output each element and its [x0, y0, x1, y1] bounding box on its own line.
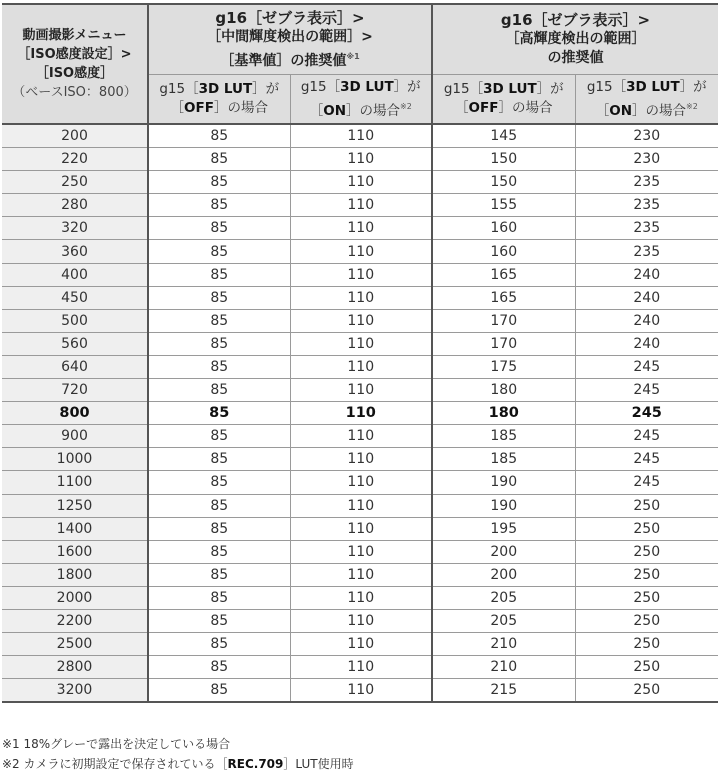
header-midtone-line1: g16［ゼブラ表示］> [215, 8, 365, 27]
header-iso-line4: （ベースISO：800） [12, 85, 137, 100]
header-sub-col-1: g15［3D LUT］が ［OFF］の場合 [148, 75, 290, 125]
zebra-value-cell: 245 [575, 402, 718, 425]
zebra-value-cell: 195 [432, 517, 575, 540]
header-sub-col-3: g15［3D LUT］が ［OFF］の場合 [432, 75, 575, 125]
zebra-value-cell: 215 [432, 679, 575, 703]
footnote-ref-2: ※2 [686, 101, 698, 111]
iso-value-cell: 1600 [2, 540, 148, 563]
header-group-highlight [432, 4, 718, 75]
zebra-value-cell: 110 [290, 309, 432, 332]
zebra-value-cell: 235 [575, 171, 718, 194]
zebra-value-cell: 235 [575, 240, 718, 263]
zebra-value-cell: 250 [575, 517, 718, 540]
zebra-value-cell: 85 [148, 124, 290, 148]
zebra-value-cell: 160 [432, 240, 575, 263]
footnote-ref-1: ※1 [346, 51, 360, 61]
footnote-1: ※1 18%グレーで露出を決定している場合 [2, 737, 231, 751]
iso-value-cell: 1800 [2, 563, 148, 586]
zebra-value-cell: 230 [575, 124, 718, 148]
zebra-value-cell: 190 [432, 471, 575, 494]
table-row [2, 286, 718, 309]
zebra-value-cell: 110 [290, 402, 432, 425]
zebra-value-cell: 245 [575, 425, 718, 448]
zebra-value-cell: 85 [148, 563, 290, 586]
header-highlight-line2: ［高輝度検出の範囲］ [505, 31, 646, 47]
table-row [2, 586, 718, 609]
iso-value-cell: 1400 [2, 517, 148, 540]
zebra-value-cell: 110 [290, 379, 432, 402]
zebra-value-cell: 110 [290, 286, 432, 309]
table-row [2, 263, 718, 286]
zebra-value-cell: 110 [290, 263, 432, 286]
iso-value-cell: 220 [2, 148, 148, 171]
zebra-value-cell: 85 [148, 679, 290, 703]
zebra-value-cell: 250 [575, 540, 718, 563]
iso-value-cell: 280 [2, 194, 148, 217]
zebra-value-cell: 85 [148, 355, 290, 378]
iso-zebra-table [2, 3, 718, 703]
zebra-value-cell: 235 [575, 194, 718, 217]
table-row [2, 402, 718, 425]
zebra-value-cell: 85 [148, 194, 290, 217]
iso-value-cell: 640 [2, 355, 148, 378]
table-row [2, 656, 718, 679]
zebra-value-cell: 85 [148, 609, 290, 632]
header-sub-col-4: g15［3D LUT］が ［ON］の場合$^{※2}$ [575, 75, 718, 125]
zebra-value-cell: 200 [432, 540, 575, 563]
zebra-value-cell: 85 [148, 332, 290, 355]
table-row [2, 171, 718, 194]
zebra-value-cell: 110 [290, 656, 432, 679]
table-row [2, 148, 718, 171]
table-row [2, 240, 718, 263]
iso-value-cell: 3200 [2, 679, 148, 703]
iso-value-cell: 720 [2, 379, 148, 402]
zebra-value-cell: 110 [290, 425, 432, 448]
table-row [2, 355, 718, 378]
zebra-value-cell: 110 [290, 609, 432, 632]
zebra-value-cell: 85 [148, 286, 290, 309]
zebra-value-cell: 85 [148, 425, 290, 448]
zebra-value-cell: 110 [290, 517, 432, 540]
table-row [2, 379, 718, 402]
header-highlight-line3: の推奨値 [547, 50, 604, 66]
zebra-value-cell: 110 [290, 171, 432, 194]
zebra-value-cell: 85 [148, 517, 290, 540]
zebra-value-cell: 85 [148, 656, 290, 679]
zebra-value-cell: 250 [575, 679, 718, 703]
zebra-value-cell: 110 [290, 586, 432, 609]
header-midtone-line2: ［中間輝度検出の範囲］> [207, 28, 373, 45]
iso-value-cell: 250 [2, 171, 148, 194]
table-row [2, 563, 718, 586]
zebra-value-cell: 240 [575, 263, 718, 286]
zebra-value-cell: 110 [290, 633, 432, 656]
header-iso-line2: ［ISO感度設定］> [17, 47, 132, 62]
zebra-value-cell: 250 [575, 656, 718, 679]
table-row [2, 124, 718, 148]
iso-value-cell: 400 [2, 263, 148, 286]
header-iso-line3: ［ISO感度］ [35, 66, 114, 81]
zebra-value-cell: 150 [432, 148, 575, 171]
header-iso-line1: 動画撮影メニュー [22, 28, 127, 43]
iso-value-cell: 800 [2, 402, 148, 425]
zebra-value-cell: 250 [575, 494, 718, 517]
zebra-value-cell: 155 [432, 194, 575, 217]
table-row [2, 332, 718, 355]
iso-value-cell: 2800 [2, 656, 148, 679]
table-row [2, 517, 718, 540]
zebra-value-cell: 110 [290, 494, 432, 517]
iso-value-cell: 200 [2, 124, 148, 148]
zebra-value-cell: 210 [432, 633, 575, 656]
zebra-value-cell: 110 [290, 355, 432, 378]
zebra-value-cell: 85 [148, 379, 290, 402]
zebra-value-cell: 110 [290, 563, 432, 586]
zebra-value-cell: 240 [575, 286, 718, 309]
footnote-ref-2: ※2 [400, 101, 412, 111]
iso-value-cell: 2500 [2, 633, 148, 656]
iso-value-cell: 900 [2, 425, 148, 448]
table-row [2, 679, 718, 703]
table-row [2, 494, 718, 517]
header-iso-column [2, 4, 148, 124]
zebra-value-cell: 240 [575, 309, 718, 332]
table-row [2, 448, 718, 471]
zebra-value-cell: 185 [432, 425, 575, 448]
zebra-value-cell: 85 [148, 263, 290, 286]
iso-value-cell: 450 [2, 286, 148, 309]
zebra-value-cell: 200 [432, 563, 575, 586]
iso-value-cell: 2200 [2, 609, 148, 632]
zebra-value-cell: 250 [575, 633, 718, 656]
zebra-value-cell: 250 [575, 586, 718, 609]
zebra-value-cell: 110 [290, 332, 432, 355]
zebra-value-cell: 85 [148, 448, 290, 471]
zebra-value-cell: 110 [290, 448, 432, 471]
iso-value-cell: 320 [2, 217, 148, 240]
zebra-value-cell: 85 [148, 471, 290, 494]
zebra-value-cell: 180 [432, 402, 575, 425]
zebra-value-cell: 85 [148, 540, 290, 563]
zebra-value-cell: 175 [432, 355, 575, 378]
table-row [2, 217, 718, 240]
iso-value-cell: 500 [2, 309, 148, 332]
zebra-value-cell: 185 [432, 448, 575, 471]
zebra-value-cell: 245 [575, 448, 718, 471]
header-sub-col-2: g15［3D LUT］が ［ON］の場合$^{※2}$ [290, 75, 432, 125]
zebra-value-cell: 190 [432, 494, 575, 517]
footnotes [2, 734, 354, 774]
zebra-value-cell: 110 [290, 217, 432, 240]
table-row [2, 471, 718, 494]
zebra-value-cell: 250 [575, 563, 718, 586]
zebra-value-cell: 170 [432, 332, 575, 355]
zebra-value-cell: 85 [148, 148, 290, 171]
zebra-value-cell: 250 [575, 609, 718, 632]
zebra-value-cell: 85 [148, 309, 290, 332]
zebra-value-cell: 160 [432, 217, 575, 240]
zebra-value-cell: 110 [290, 194, 432, 217]
zebra-value-cell: 245 [575, 471, 718, 494]
zebra-value-cell: 110 [290, 240, 432, 263]
iso-value-cell: 1100 [2, 471, 148, 494]
header-midtone-line3: ［基準値］の推奨値$^{※1}$ [220, 51, 360, 69]
zebra-value-cell: 145 [432, 124, 575, 148]
table-row [2, 425, 718, 448]
zebra-value-cell: 85 [148, 494, 290, 517]
zebra-value-cell: 235 [575, 217, 718, 240]
zebra-value-cell: 110 [290, 148, 432, 171]
table-row [2, 194, 718, 217]
table-row [2, 309, 718, 332]
zebra-value-cell: 165 [432, 286, 575, 309]
zebra-value-cell: 85 [148, 586, 290, 609]
zebra-value-cell: 110 [290, 124, 432, 148]
zebra-value-cell: 85 [148, 217, 290, 240]
header-group-midtone [148, 4, 432, 75]
iso-value-cell: 1250 [2, 494, 148, 517]
zebra-value-cell: 180 [432, 379, 575, 402]
table-row [2, 609, 718, 632]
zebra-value-cell: 205 [432, 586, 575, 609]
zebra-value-cell: 205 [432, 609, 575, 632]
zebra-value-cell: 85 [148, 240, 290, 263]
zebra-value-cell: 110 [290, 471, 432, 494]
zebra-value-cell: 245 [575, 379, 718, 402]
zebra-value-cell: 245 [575, 355, 718, 378]
iso-value-cell: 1000 [2, 448, 148, 471]
zebra-value-cell: 150 [432, 171, 575, 194]
zebra-value-cell: 230 [575, 148, 718, 171]
header-highlight-line1: g16［ゼブラ表示］> [500, 11, 651, 29]
footnote-2: ※2 カメラに初期設定で保存されている［REC.709］LUT使用時 [2, 757, 354, 771]
zebra-value-cell: 210 [432, 656, 575, 679]
zebra-value-cell: 85 [148, 171, 290, 194]
zebra-value-cell: 240 [575, 332, 718, 355]
zebra-value-cell: 170 [432, 309, 575, 332]
iso-value-cell: 2000 [2, 586, 148, 609]
iso-value-cell: 360 [2, 240, 148, 263]
zebra-value-cell: 110 [290, 540, 432, 563]
zebra-value-cell: 85 [148, 402, 290, 425]
table-row [2, 633, 718, 656]
iso-value-cell: 560 [2, 332, 148, 355]
zebra-value-cell: 165 [432, 263, 575, 286]
table-row [2, 540, 718, 563]
zebra-value-cell: 110 [290, 679, 432, 703]
zebra-value-cell: 85 [148, 633, 290, 656]
